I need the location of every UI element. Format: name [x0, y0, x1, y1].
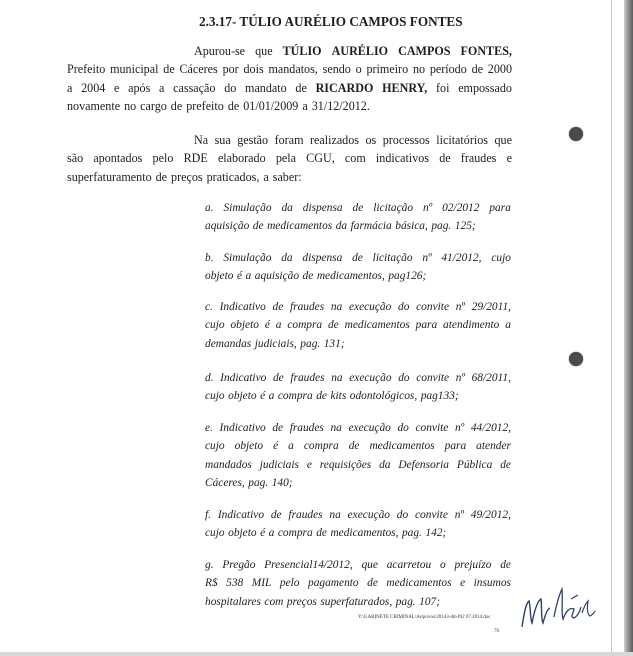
handwritten-signature	[516, 583, 596, 638]
text-line: demandas judiciais, pag. 131;	[205, 337, 345, 350]
text-line: R$ 538 MIL pelo pagamento de medicamentos e insumos	[205, 577, 511, 590]
text-line: Apurou-se que TÚLIO AURÉLIO CAMPOS FONTES,	[194, 44, 512, 58]
text-line: cujo objeto é a compra de medicamentos para atendimento a	[205, 319, 511, 332]
page-right-border	[624, 0, 633, 656]
page-bottom-shadow	[0, 652, 633, 656]
text-line: cujo objeto é a compra de kits odontológicos, pag133;	[205, 390, 459, 403]
text-line: são apontados pelo RDE elaborado pela CGU, com indicativos de fraudes e	[67, 151, 512, 166]
text-line: mandados judiciais e requisições da Defensoria Pública de	[205, 458, 511, 471]
text-line: hospitalares com preços superfaturados, pag. 107;	[205, 595, 441, 608]
list-item	[205, 369, 511, 406]
section-heading: 2.3.17- TÚLIO AURÉLIO CAMPOS FONTES	[199, 14, 463, 29]
text-line: f. Indicativo de fraudes na execução do convite nº 49/2012,	[205, 509, 511, 521]
text-line: objeto é a aquisição de medicamentos, pag126;	[205, 270, 427, 283]
footer-file-path: Y:\GABINETE CRIMINAL\Arquivos\20143-dd-492 07.2014.doc	[358, 615, 491, 620]
list-item	[205, 199, 511, 236]
text-line: superfaturamento de preços praticados, a saber:	[67, 169, 302, 184]
text-line: a. Simulação da dispensa de licitação nº 02/2012 para	[205, 202, 511, 214]
list-item	[205, 419, 511, 492]
text-line: aquisição de medicamentos da farmácia básica, pag. 125;	[205, 220, 476, 233]
list-item	[205, 556, 511, 611]
text-line: Na sua gestão foram realizados os processos licitatórios que	[194, 133, 512, 147]
text-line: cujo objeto é a compra de medicamentos para atender	[205, 440, 511, 453]
page-edge-line	[611, 0, 612, 656]
text-line: g. Pregão Presencial14/2012, que acarretou o prejuízo de	[205, 559, 511, 571]
text-line: a 2004 e após a cassação do mandato de RICARDO HENRY, foi empossado	[67, 80, 512, 95]
punch-hole	[569, 127, 583, 141]
paragraph-processes	[67, 131, 512, 186]
text-line: c. Indicativo de fraudes na execução do convite nº 29/2011,	[205, 301, 511, 313]
text-line: cujo objeto é a compra de medicamentos, pag. 142;	[205, 527, 447, 540]
list-item	[205, 506, 511, 543]
list-item	[205, 298, 511, 353]
text-line: e. Indicativo de fraudes na execução do convite nº 44/2012,	[205, 422, 511, 434]
paragraph-intro	[67, 42, 512, 115]
text-line: Prefeito municipal de Cáceres por dois mandatos, sendo o primeiro no período de 2000	[67, 62, 512, 77]
page-number: 76	[494, 629, 499, 634]
text-line: b. Simulação da dispensa de licitação nº 41/2012, cujo	[205, 252, 511, 264]
list-item	[205, 249, 511, 286]
text-line: novamente no cargo de prefeito de 01/01/2009 a 31/12/2012.	[67, 98, 370, 113]
punch-hole	[569, 352, 583, 366]
text-line: d. Indicativo de fraudes na execução do convite nº 68/2011,	[205, 372, 511, 384]
text-line: Cáceres, pag. 140;	[205, 476, 293, 489]
